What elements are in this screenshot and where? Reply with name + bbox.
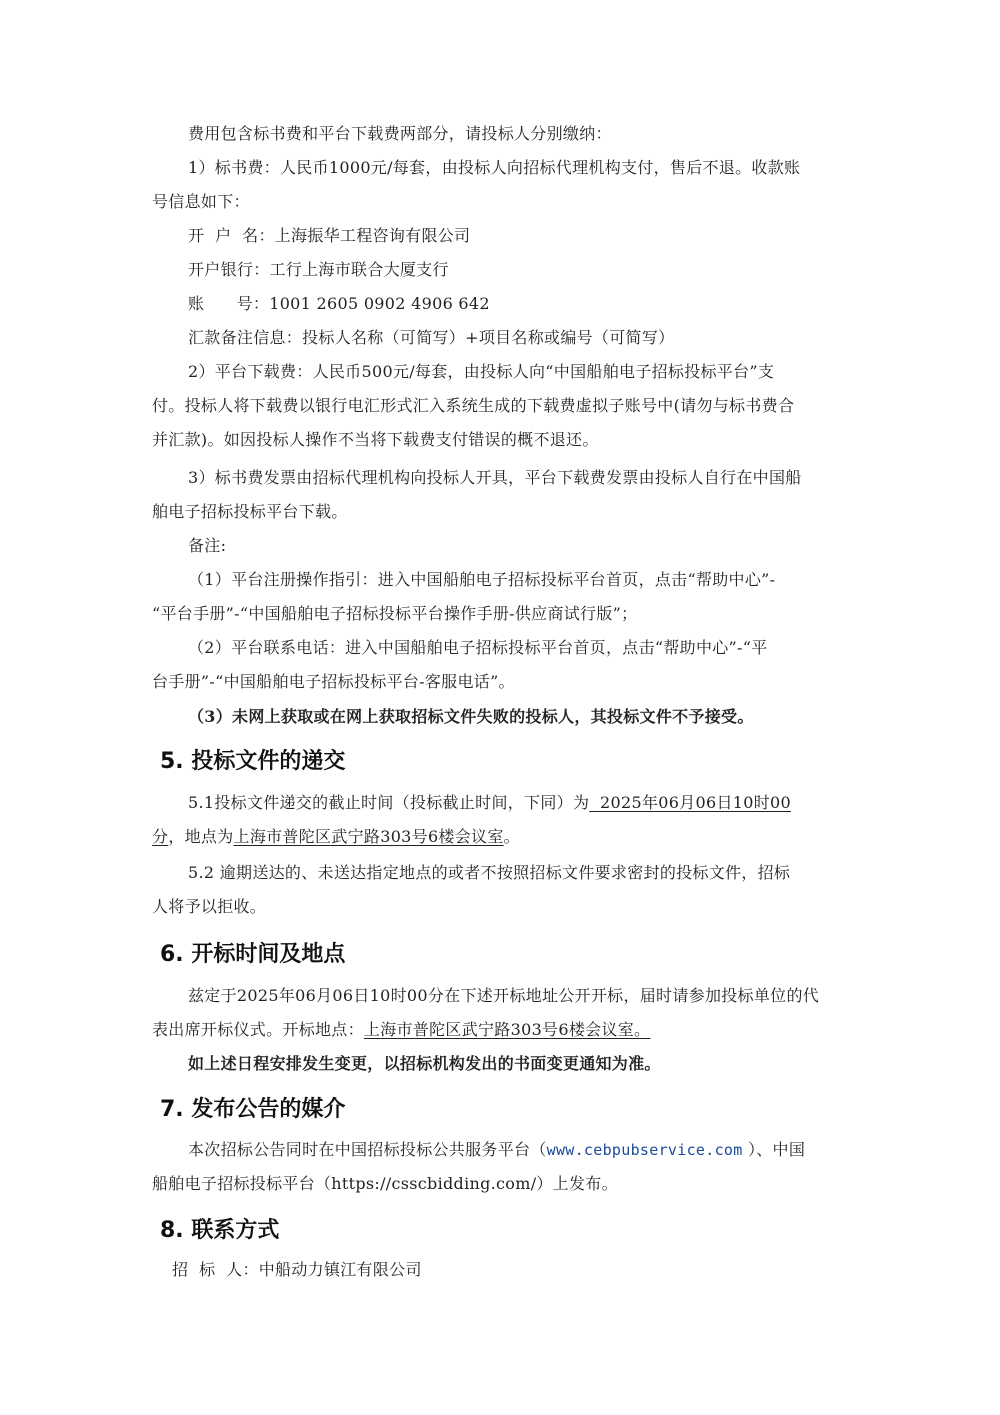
platform-fee-line-3: 并汇款)。如因投标人操作不当将下载费支付错误的概不退还。 — [152, 430, 599, 449]
bank-value: 工行上海市联合大厦支行 — [269, 260, 449, 279]
tenderer-value: 中船动力镇江有限公司 — [258, 1260, 422, 1279]
invoice-line-2: 舶电子招标投标平台下载。 — [152, 502, 348, 521]
cebpubservice-link[interactable]: www.cebpubservice.com — [546, 1141, 743, 1159]
section-7-line-2: 船舶电子招标投标平台（https://csscbidding.com/）上发布。 — [152, 1174, 618, 1193]
bank-label: 开户银行： — [188, 260, 270, 279]
section-5-1-line-2 — [152, 820, 520, 854]
bid-doc-fee-line-1: 1）标书费：人民币1000元/每套，由投标人向招标代理机构支付，售后不退。收款账 — [188, 158, 801, 177]
deadline-date: 2025年06月06日10时00 — [589, 793, 791, 812]
bank-row — [188, 253, 449, 287]
media-mid: ）、中国 — [742, 1140, 806, 1159]
section-7-line-1 — [188, 1133, 805, 1167]
tenderer-label: 招 标 人： — [172, 1260, 259, 1279]
bid-doc-fee-line-2: 号信息如下： — [152, 192, 250, 211]
note-3: （3）未网上获取或在网上获取招标文件失败的投标人，其投标文件不予接受。 — [188, 707, 754, 726]
submission-location: 上海市普陀区武宁路303号6楼会议室 — [233, 827, 504, 846]
account-name-label: 开 户 名： — [188, 226, 275, 245]
invoice-line-1: 3）标书费发票由招标代理机构向投标人开具，平台下载费发票由投标人自行在中国船 — [188, 468, 802, 487]
opening-location: 上海市普陀区武宁路303号6楼会议室。 — [363, 1020, 651, 1039]
remark-label: 汇款备注信息： — [188, 328, 303, 347]
tenderer-row — [172, 1253, 422, 1287]
section-5-2-line-1: 5.2 逾期送达的、未送达指定地点的或者不按照招标文件要求密封的投标文件，招标 — [188, 863, 791, 882]
note-1-line-1: （1）平台注册操作指引：进入中国船舶电子招标投标平台首页，点击“帮助中心”- — [188, 570, 776, 589]
section-5-1-line-1 — [188, 786, 791, 820]
section-8-heading: 8. 联系方式 — [160, 1218, 280, 1243]
opening-location-label: 表出席开标仪式。开标地点： — [152, 1020, 364, 1039]
note-title: 备注: — [188, 536, 227, 555]
note-2-line-2: 台手册”-“中国船舶电子招标投标平台-客服电话”。 — [152, 672, 515, 691]
section-6-line-1: 兹定于2025年06月06日10时00分在下述开标地址公开开标，届时请参加投标单位的代 — [188, 986, 820, 1005]
section-6-line-2 — [152, 1013, 650, 1047]
note-2-line-1: （2）平台联系电话：进入中国船舶电子招标投标平台首页，点击“帮助中心”-“平 — [188, 638, 768, 657]
location-intro: ，地点为 — [168, 827, 234, 846]
deadline-date-end: 分 — [152, 827, 169, 846]
deadline-intro: 5.1投标文件递交的截止时间（投标截止时间，下同）为 — [188, 793, 590, 812]
remark-row — [188, 321, 674, 355]
section-5-2-line-2: 人将予以拒收。 — [152, 897, 267, 916]
platform-fee-line-1: 2）平台下载费：人民币500元/每套，由投标人向“中国船舶电子招标投标平台”支 — [188, 362, 775, 381]
account-number-row — [188, 287, 490, 321]
note-1-line-2: “平台手册”-“中国船舶电子招标投标平台操作手册-供应商试行版”； — [152, 604, 638, 623]
remark-value: 投标人名称（可简写）+项目名称或编号（可简写） — [302, 328, 675, 347]
section-6-heading: 6. 开标时间及地点 — [160, 942, 346, 967]
fee-intro: 费用包含标书费和平台下载费两部分，请投标人分别缴纳： — [188, 124, 612, 143]
schedule-change-note: 如上述日程安排发生变更，以招标机构发出的书面变更通知为准。 — [188, 1054, 661, 1073]
period: 。 — [503, 827, 520, 846]
section-7-heading: 7. 发布公告的媒介 — [160, 1097, 346, 1122]
platform-fee-line-2: 付。投标人将下载费以银行电汇形式汇入系统生成的下载费虚拟子账号中(请勿与标书费合 — [152, 396, 795, 415]
account-number-value: 1001 2605 0902 4906 642 — [269, 294, 490, 313]
section-5-heading: 5. 投标文件的递交 — [160, 749, 346, 774]
media-intro: 本次招标公告同时在中国招标投标公共服务平台（ — [188, 1140, 547, 1159]
account-name-row — [188, 219, 470, 253]
account-name-value: 上海振华工程咨询有限公司 — [274, 226, 471, 245]
account-number-label: 账 号： — [188, 294, 270, 313]
